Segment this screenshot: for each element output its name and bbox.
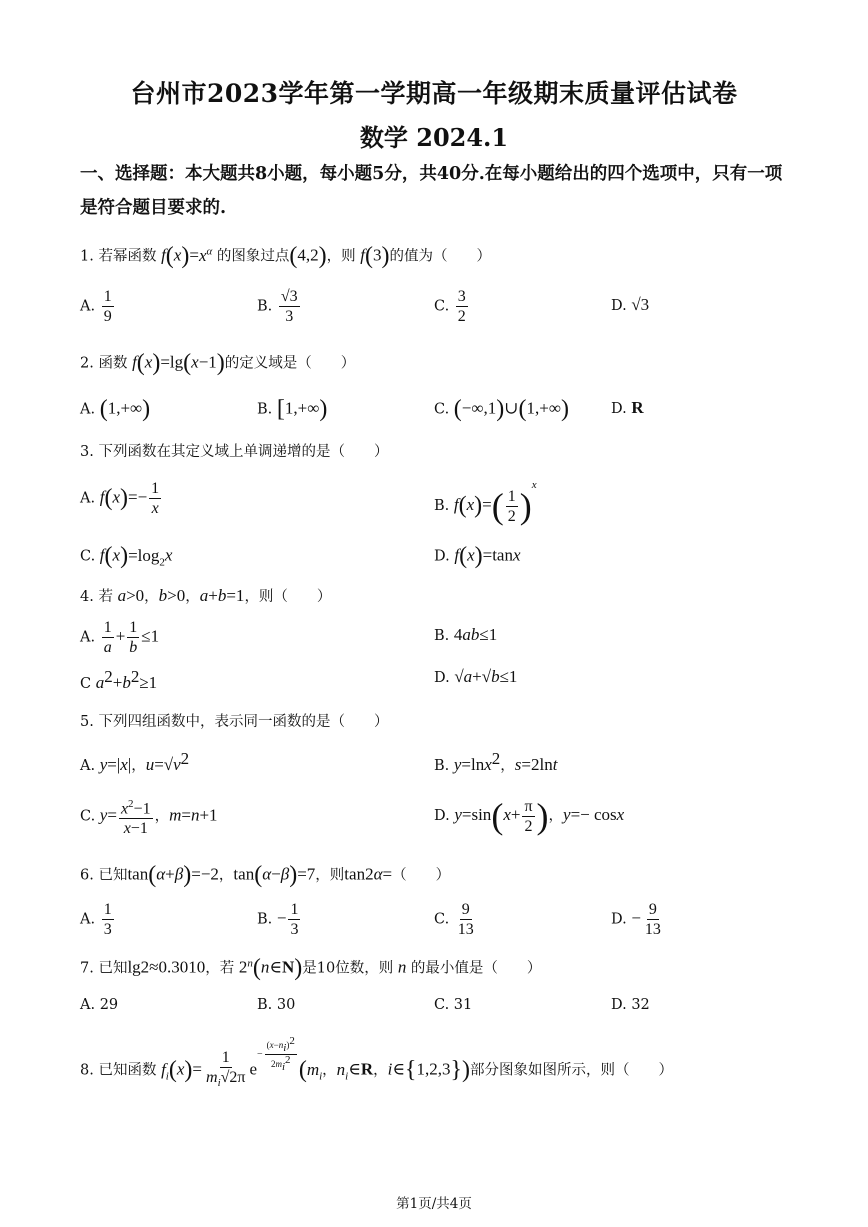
question-7-option-b[interactable]: B. 30 [257, 997, 296, 1013]
question-5-option-b[interactable]: B. y=lnx$^2$，s=2lnt [434, 749, 558, 774]
question-3-stem: 3. 下列函数在其定义域上单调递增的是（ ） [80, 444, 389, 460]
question-2-option-b[interactable]: B. [1,+∞) [257, 396, 328, 422]
question-1-option-b[interactable]: B. $\frac{√3}{3}$ [257, 288, 298, 325]
question-3-option-c[interactable]: C. $f(x)=\log_2x$ [80, 543, 173, 569]
section-heading-line1: 一、选择题：本大题共8小题，每小题5分，共40分.在每小题给出的四个选项中，只有一项 [80, 164, 783, 184]
question-2-option-d[interactable]: D. R [611, 398, 644, 417]
exam-title: 台州市2023学年第一学期高一年级期末质量评估试卷 [130, 79, 738, 108]
question-4-stem: 4. 若 a>0，b>0，a+b=1，则（ ） [80, 586, 332, 605]
question-1-option-d[interactable]: D. √3 [611, 295, 650, 314]
question-8-stem: 8. 已知函数 $f_i(x)=$ $\frac{1}{m_i√2\pi}$ $e^{- \frac{(x-n_i)^2}{2m_i^2}}$ ($m_i$，$n_i\in R$，i∈{1,2,3})部分图象如图所示，则（ ） [80, 1035, 673, 1090]
question-6-option-b[interactable]: B. − $\frac{1}{3}$ [257, 901, 299, 938]
question-4-option-a[interactable]: A. $\frac{1}{a}$ + $\frac{1}{b}$ ≤1 [80, 619, 160, 656]
question-3-option-b[interactable]: B. f(x)=( $\frac{1}{2}$ )$^x$ [434, 479, 537, 526]
exam-subtitle: 数学 2024.1 [359, 123, 509, 152]
section-heading-line2: 是符合题目要求的. [80, 198, 227, 218]
question-2-option-a[interactable]: A. (1,+∞) [80, 396, 151, 422]
question-4-option-c[interactable]: C $a^2+b^2\ge 1$ [80, 667, 158, 692]
question-6-option-a[interactable]: A. $\frac{1}{3}$ [80, 901, 112, 938]
question-7-option-a[interactable]: A. 29 [80, 997, 119, 1013]
question-6-option-d[interactable]: D. − $\frac{9}{13}$ [611, 901, 661, 938]
question-1-option-a[interactable]: A. $\frac{1}{9}$ [80, 288, 112, 325]
question-2-option-c[interactable]: C. (−∞,1)∪(1,+∞) [434, 396, 569, 422]
question-6-stem: 6. 已知tan(α+β)=−2，tan(α−β)=7，则tan2α=（ ） [80, 862, 451, 888]
question-6-option-c[interactable]: C. $\frac{9}{13}$ [434, 901, 474, 938]
question-5-option-c[interactable]: C. y= $\frac{x^2-1}{x-1}$ ，m=n+1 [80, 795, 218, 838]
page-footer: 第1页/共4页 [396, 1196, 472, 1212]
question-1-option-c[interactable]: C. $\frac{3}{2}$ [434, 288, 466, 325]
question-7-option-d[interactable]: D. 32 [611, 997, 650, 1013]
question-3-option-a[interactable]: A. f(x)=− $\frac{1}{x}$ [80, 480, 160, 517]
question-2-stem: 2. 函数 f(x)=lg(x−1)的定义域是（ ） [80, 350, 356, 376]
question-4-option-b[interactable]: B. 4ab≤1 [434, 625, 498, 644]
question-7-stem: 7. 已知lg2≈0.3010，若 2$^n$(n∈N)是10位数，则 n 的最小值是（ ） [80, 955, 542, 981]
question-4-option-d[interactable]: D. √a+√b≤1 [434, 667, 518, 686]
question-5-stem: 5. 下列四组函数中，表示同一函数的是（ ） [80, 714, 389, 730]
question-5-option-a[interactable]: A. y=|x|，$u=√v^2$ [80, 749, 190, 774]
question-5-option-d[interactable]: D. y=sin(x+ $\frac{\pi}{2}$ )，y=− cosx [434, 796, 625, 836]
question-7-option-c[interactable]: C. 31 [434, 997, 473, 1013]
question-1-stem: 1. 若幂函数 $f(x)=x^\alpha$ 的图象过点(4,2)，则 f(3)的值为（ ） [80, 243, 491, 269]
question-3-option-d[interactable]: D. f(x)=tanx [434, 543, 521, 569]
